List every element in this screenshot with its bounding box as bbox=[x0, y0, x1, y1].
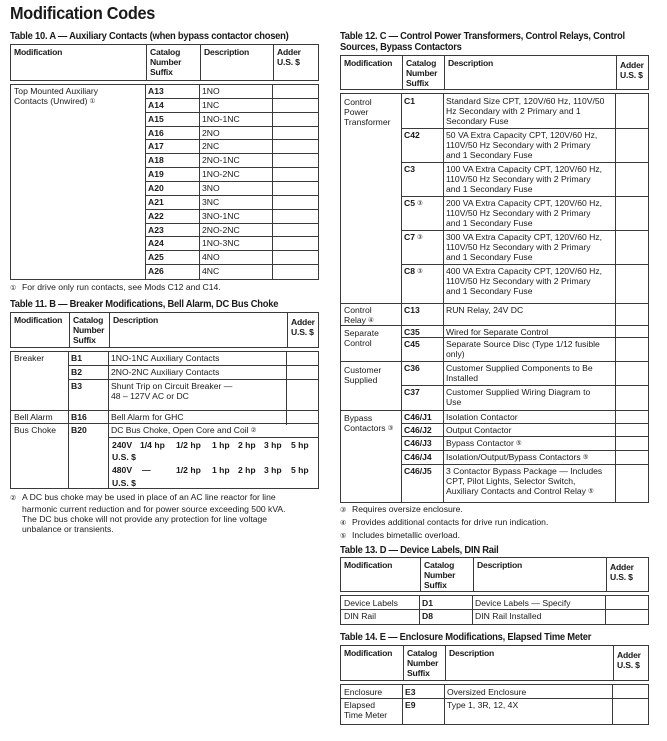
description: 2NC bbox=[202, 141, 220, 151]
description bbox=[443, 437, 615, 450]
desc-line: 100 VA Extra Capacity CPT, 120V/60 Hz, bbox=[446, 164, 603, 174]
header-catalog-line: Number bbox=[424, 570, 456, 580]
code-text: C46/J1 bbox=[404, 412, 432, 422]
desc-line: Bypass Contactor bbox=[446, 438, 514, 448]
code-b3: B3 bbox=[71, 381, 82, 391]
group-separate-control bbox=[341, 327, 401, 349]
catalog-code bbox=[401, 451, 435, 463]
voltage-480: 480V bbox=[112, 465, 133, 475]
voltage-240: 240V bbox=[112, 440, 133, 450]
catalog-code bbox=[401, 465, 435, 477]
table14-body bbox=[340, 684, 649, 725]
hp-row-240v bbox=[112, 440, 317, 450]
description: 3NC bbox=[202, 197, 220, 207]
footnote-text: Provides additional contacts for drive run indication. bbox=[352, 517, 549, 527]
price-label: U.S. $ bbox=[112, 452, 136, 462]
header-adder-line: Adder bbox=[277, 47, 301, 57]
description: 1NO bbox=[202, 86, 220, 96]
mod-elapsed-time-meter bbox=[341, 699, 390, 721]
table12-header bbox=[340, 55, 649, 90]
header-catalog-line: Suffix bbox=[424, 580, 447, 590]
header-description: Description bbox=[109, 313, 287, 347]
desc-b16: Bell Alarm for GHC bbox=[111, 412, 184, 422]
desc-line: Wired for Separate Control bbox=[446, 327, 549, 337]
header-catalog-line: Catalog bbox=[406, 58, 437, 68]
header-description: Description bbox=[445, 646, 613, 680]
caption-line: Table 12. C — Control Power Transformers, Control Relays, Control bbox=[340, 31, 625, 42]
code-text: C37 bbox=[404, 387, 420, 397]
footnote-5-ref: ⑤ bbox=[515, 440, 522, 447]
header-adder bbox=[606, 558, 648, 591]
desc-b3 bbox=[108, 380, 235, 402]
header-modification: Modification bbox=[14, 315, 63, 325]
table10-footnote bbox=[10, 282, 221, 294]
footnote-mark: ⑤ bbox=[340, 533, 347, 540]
desc-line: 3 Contactor Bypass Package — Includes bbox=[446, 466, 603, 476]
description: 1NO-3NC bbox=[202, 238, 240, 248]
desc-text: DC Bus Choke, Open Core and Coil bbox=[111, 425, 249, 435]
code-b16: B16 bbox=[71, 412, 87, 422]
catalog-code bbox=[401, 265, 426, 278]
description: 4NC bbox=[202, 266, 220, 276]
mod-line: Time Meter bbox=[344, 710, 388, 720]
footnote-text: Includes bimetallic overload. bbox=[352, 530, 460, 540]
catalog-code: A20 bbox=[148, 183, 164, 193]
header-modification: Modification bbox=[344, 648, 393, 658]
code-b2: B2 bbox=[71, 367, 82, 377]
description bbox=[443, 197, 615, 229]
table12-caption bbox=[340, 31, 625, 53]
catalog-code bbox=[401, 362, 423, 374]
header-modification: Modification bbox=[344, 560, 393, 570]
catalog-code bbox=[401, 231, 426, 244]
header-adder-line: U.S. $ bbox=[291, 327, 314, 337]
footnote-text: For drive only run contacts, see Mods C12 and C14. bbox=[22, 282, 221, 292]
description bbox=[443, 95, 615, 127]
description: 1NO-1NC bbox=[202, 114, 240, 124]
code-text: C3 bbox=[404, 164, 415, 174]
description: 4NO bbox=[202, 252, 220, 262]
desc-line: 200 VA Extra Capacity CPT, 120V/60 Hz, bbox=[446, 198, 603, 208]
desc-line: 400 VA Extra Capacity CPT, 120V/60 Hz, bbox=[446, 266, 603, 276]
header-description: Description bbox=[200, 45, 273, 80]
description: 1NO-2NC bbox=[202, 169, 240, 179]
row-divider bbox=[145, 250, 319, 251]
group-customer-supplied bbox=[341, 364, 401, 386]
hp-value: 2 hp bbox=[238, 465, 256, 475]
description bbox=[443, 465, 615, 498]
header-catalog-line: Catalog bbox=[424, 560, 455, 570]
hp-value: 3 hp bbox=[264, 465, 282, 475]
code-text: C42 bbox=[404, 130, 420, 140]
catalog-code bbox=[401, 437, 435, 449]
page-title: Modification Codes bbox=[10, 3, 156, 23]
group-breaker: Breaker bbox=[14, 353, 45, 363]
catalog-code: A24 bbox=[148, 238, 164, 248]
code-d8: D8 bbox=[422, 611, 433, 621]
hp-value: 3 hp bbox=[264, 440, 282, 450]
header-adder-line: U.S. $ bbox=[617, 660, 640, 670]
group-line: Relay bbox=[344, 315, 366, 325]
hp-value: — bbox=[142, 465, 151, 475]
group-line: Control bbox=[344, 97, 372, 107]
code-text: C46/J5 bbox=[404, 466, 432, 476]
footnote-1-ref: ① bbox=[89, 98, 96, 105]
header-modification: Modification bbox=[14, 47, 63, 57]
code-text: C35 bbox=[404, 327, 420, 337]
table11-header bbox=[10, 312, 319, 348]
group-line: Customer bbox=[344, 365, 382, 375]
desc-line: 110V/50 Hz Secondary with 2 Primary bbox=[446, 208, 591, 218]
description bbox=[443, 231, 615, 263]
catalog-code: A16 bbox=[148, 128, 164, 138]
footnote-mark: ③ bbox=[340, 507, 347, 514]
desc-line: Shunt Trip on Circuit Breaker — bbox=[111, 381, 233, 391]
header-description: Description bbox=[444, 56, 616, 89]
column-divider bbox=[605, 596, 606, 624]
header-catalog bbox=[420, 558, 473, 591]
group-line: Transformer bbox=[344, 117, 391, 127]
catalog-code: A17 bbox=[148, 141, 164, 151]
desc-line: Isolation/Output/Bypass Contactors bbox=[446, 452, 581, 462]
header-catalog-line: Number bbox=[406, 68, 438, 78]
desc-line: Standard Size CPT, 120V/60 Hz, 110V/50 bbox=[446, 96, 605, 106]
description bbox=[443, 163, 615, 195]
code-text: C8 bbox=[404, 266, 415, 276]
hp-value: 5 hp bbox=[291, 440, 309, 450]
header-catalog-line: Number bbox=[407, 658, 439, 668]
header-adder-line: Adder bbox=[291, 317, 315, 327]
footnote-2-ref: ② bbox=[250, 427, 257, 434]
mod-din-rail: DIN Rail bbox=[344, 611, 376, 621]
header-catalog-line: Catalog bbox=[150, 47, 181, 57]
desc-e9: Type 1, 3R, 12, 4X bbox=[447, 700, 519, 710]
column-divider bbox=[286, 352, 287, 425]
header-catalog bbox=[403, 646, 445, 680]
description bbox=[443, 386, 615, 408]
code-e9: E9 bbox=[405, 700, 416, 710]
description: 3NO bbox=[202, 183, 220, 193]
footnote-5-ref: ⑤ bbox=[582, 454, 589, 461]
catalog-code: A22 bbox=[148, 211, 164, 221]
desc-line: and 1 Secondary Fuse bbox=[446, 184, 533, 194]
code-text: C46/J2 bbox=[404, 425, 432, 435]
table10-body bbox=[10, 84, 319, 280]
catalog-code: A19 bbox=[148, 169, 164, 179]
footnote-mark: ① bbox=[10, 285, 17, 292]
catalog-code: A26 bbox=[148, 266, 164, 276]
desc-line: and 1 Secondary Fuse bbox=[446, 252, 533, 262]
group-control-relay bbox=[341, 304, 401, 327]
desc-line: RUN Relay, 24V DC bbox=[446, 305, 524, 315]
group-line: Separate bbox=[344, 328, 379, 338]
description bbox=[443, 338, 615, 360]
header-catalog bbox=[146, 45, 200, 80]
hp-value: 1/2 hp bbox=[176, 440, 201, 450]
footnote-5-ref: ⑤ bbox=[587, 488, 594, 495]
footnote-text: Requires oversize enclosure. bbox=[352, 504, 463, 514]
code-text: C36 bbox=[404, 363, 420, 373]
footnote-ref: ③ bbox=[417, 234, 423, 241]
column-divider bbox=[612, 685, 613, 724]
table12-body bbox=[340, 93, 649, 503]
desc-line: Auxiliary Contacts and Control Relay bbox=[446, 486, 586, 496]
header-adder-line: Adder bbox=[617, 650, 641, 660]
description bbox=[443, 424, 615, 436]
description bbox=[443, 265, 615, 297]
catalog-code bbox=[401, 95, 418, 107]
group-line: Control bbox=[344, 338, 372, 348]
header-adder bbox=[616, 56, 648, 89]
desc-line: 110V/50 Hz Secondary with 2 Primary bbox=[446, 276, 591, 286]
header-catalog-line: Number bbox=[73, 325, 105, 335]
code-d1: D1 bbox=[422, 598, 433, 608]
desc-line: 110V/50 Hz Secondary with 2 Primary bbox=[446, 140, 591, 150]
table13-header bbox=[340, 557, 649, 592]
header-adder-line: U.S. $ bbox=[610, 572, 633, 582]
header-description: Description bbox=[473, 558, 606, 591]
table10-header bbox=[10, 44, 319, 81]
group-label-line: Contacts (Unwired) bbox=[14, 96, 88, 106]
description bbox=[443, 304, 615, 316]
mod-enclosure: Enclosure bbox=[344, 687, 383, 697]
desc-line: 48 – 127V AC or DC bbox=[111, 391, 189, 401]
desc-d8: DIN Rail Installed bbox=[475, 611, 542, 621]
desc-d1: Device Labels — Specify bbox=[475, 598, 571, 608]
catalog-code bbox=[401, 197, 426, 210]
table11-caption: Table 11. B — Breaker Modifications, Bell Alarm, DC Bus Choke bbox=[10, 299, 279, 310]
desc-line: 300 VA Extra Capacity CPT, 120V/60 Hz, bbox=[446, 232, 603, 242]
description bbox=[443, 411, 615, 423]
table10-caption: Table 10. A — Auxiliary Contacts (when bypass contactor chosen) bbox=[10, 31, 289, 42]
header-adder-line: U.S. $ bbox=[277, 57, 300, 67]
code-b20: B20 bbox=[71, 425, 87, 435]
footnote-text: harmonic current reduction and for power source exceeding 500 kVA. bbox=[22, 504, 286, 514]
code-text: C46/J3 bbox=[404, 438, 432, 448]
header-catalog-line: Catalog bbox=[73, 315, 104, 325]
group-line: Power bbox=[344, 107, 369, 117]
code-text: C46/J4 bbox=[404, 452, 432, 462]
row-divider bbox=[145, 264, 319, 265]
code-text: C7 bbox=[404, 232, 415, 242]
group-bypass-contactors bbox=[341, 412, 401, 435]
catalog-code bbox=[401, 163, 418, 175]
mod-device-labels: Device Labels bbox=[344, 598, 398, 608]
table13-caption: Table 13. D — Device Labels, DIN Rail bbox=[340, 545, 499, 556]
group-bus-choke: Bus Choke bbox=[14, 425, 57, 435]
hp-value: 1 hp bbox=[212, 465, 230, 475]
desc-line: 110V/50 Hz Secondary with 2 Primary bbox=[446, 242, 591, 252]
catalog-code bbox=[401, 304, 423, 316]
description: 2NO-2NC bbox=[202, 225, 240, 235]
desc-b1: 1NO-1NC Auxiliary Contacts bbox=[111, 353, 220, 363]
table14-caption: Table 14. E — Enclosure Modifications, Elapsed Time Meter bbox=[340, 632, 592, 643]
header-adder bbox=[613, 646, 648, 680]
code-text: C1 bbox=[404, 96, 415, 106]
description bbox=[443, 451, 615, 464]
header-catalog bbox=[402, 56, 444, 89]
code-b1: B1 bbox=[71, 353, 82, 363]
footnote-text: A DC bus choke may be used in place of an AC line reactor for line bbox=[22, 492, 276, 502]
group-control-power-transformer bbox=[341, 96, 401, 128]
price-label: U.S. $ bbox=[112, 478, 136, 488]
hp-value: 5 hp bbox=[291, 465, 309, 475]
header-adder-line: Adder bbox=[620, 60, 644, 70]
catalog-code: A13 bbox=[148, 86, 164, 96]
desc-line: and 1 Secondary Fuse bbox=[446, 286, 533, 296]
desc-e3: Oversized Enclosure bbox=[447, 687, 527, 697]
desc-line: and 1 Secondary Fuse bbox=[446, 150, 533, 160]
catalog-code: A15 bbox=[148, 114, 164, 124]
header-catalog-line: Suffix bbox=[406, 78, 429, 88]
catalog-code: A18 bbox=[148, 155, 164, 165]
group-label-top-mounted bbox=[11, 85, 146, 108]
footnote-ref: ③ bbox=[417, 268, 423, 275]
mod-line: Elapsed bbox=[344, 700, 376, 710]
header-catalog-line: Suffix bbox=[407, 668, 430, 678]
catalog-code: A14 bbox=[148, 100, 164, 110]
header-adder bbox=[287, 313, 318, 347]
hp-value: 2 hp bbox=[238, 440, 256, 450]
catalog-code: A21 bbox=[148, 197, 164, 207]
catalog-code bbox=[401, 129, 423, 141]
caption-line: Sources, Bypass Contactors bbox=[340, 42, 462, 53]
desc-b20 bbox=[108, 424, 259, 437]
header-catalog-line: Number bbox=[150, 57, 182, 67]
catalog-code bbox=[401, 338, 423, 350]
row-divider bbox=[145, 181, 319, 182]
group-bell-alarm: Bell Alarm bbox=[14, 412, 53, 422]
hp-value: 1/4 hp bbox=[140, 440, 165, 450]
header-adder-line: Adder bbox=[610, 562, 634, 572]
header-catalog bbox=[69, 313, 109, 347]
description bbox=[443, 362, 615, 384]
code-text: C45 bbox=[404, 339, 420, 349]
header-catalog-line: Catalog bbox=[407, 648, 438, 658]
group-line: Supplied bbox=[344, 375, 378, 385]
desc-line: Separate Source Disc (Type 1/12 fusible bbox=[446, 339, 600, 349]
footnote-text: unbalance or transients. bbox=[22, 524, 114, 534]
description bbox=[443, 129, 615, 161]
desc-line: 110V/50 Hz Secondary with 2 Primary bbox=[446, 174, 591, 184]
footnote-mark: ② bbox=[10, 495, 17, 502]
row-divider bbox=[145, 195, 319, 196]
catalog-code bbox=[401, 386, 423, 398]
table13-body bbox=[340, 595, 649, 625]
desc-line: 50 VA Extra Capacity CPT, 120V/60 Hz, bbox=[446, 130, 598, 140]
group-label-line: Top Mounted Auxiliary bbox=[14, 86, 99, 96]
desc-line: Secondary Fuse bbox=[446, 116, 509, 126]
header-catalog-line: Suffix bbox=[73, 335, 96, 345]
catalog-code bbox=[401, 424, 435, 436]
group-line: Bypass bbox=[344, 413, 373, 423]
header-catalog-line: Suffix bbox=[150, 67, 173, 77]
group-line: Contactors bbox=[344, 423, 386, 433]
table12-footnotes bbox=[340, 504, 548, 542]
desc-line: Output Contactor bbox=[446, 425, 512, 435]
group-line: Control bbox=[344, 305, 372, 315]
footnote-4-ref: ④ bbox=[367, 317, 374, 324]
header-adder-line: U.S. $ bbox=[620, 70, 643, 80]
description: 1NC bbox=[202, 100, 220, 110]
row-divider bbox=[145, 126, 319, 127]
code-text: C5 bbox=[404, 198, 415, 208]
footnote-3-ref: ③ bbox=[387, 425, 394, 432]
desc-line: Installed bbox=[446, 373, 479, 383]
hp-value: 1 hp bbox=[212, 440, 230, 450]
hp-row-480v bbox=[112, 465, 317, 475]
footnote-mark: ④ bbox=[340, 520, 347, 527]
column-divider bbox=[615, 94, 616, 502]
desc-line: Use bbox=[446, 397, 462, 407]
desc-line: Hz Secondary with 2 Primary and 1 bbox=[446, 106, 581, 116]
table11-body bbox=[10, 351, 319, 489]
desc-line: Customer Supplied Components to Be bbox=[446, 363, 593, 373]
desc-line: CPT, Pilot Lights, Selector Switch, bbox=[446, 476, 576, 486]
description: 2NO bbox=[202, 128, 220, 138]
description: 2NO-1NC bbox=[202, 155, 240, 165]
desc-line: Isolation Contactor bbox=[446, 412, 518, 422]
row-divider bbox=[108, 437, 319, 438]
desc-line: only) bbox=[446, 349, 465, 359]
desc-line: Customer Supplied Wiring Diagram to bbox=[446, 387, 591, 397]
footnote-ref: ③ bbox=[417, 200, 423, 207]
header-adder bbox=[273, 45, 318, 80]
desc-b2: 2NO-2NC Auxiliary Contacts bbox=[111, 367, 220, 377]
catalog-code: A25 bbox=[148, 252, 164, 262]
header-modification: Modification bbox=[344, 58, 393, 68]
row-divider bbox=[145, 139, 319, 140]
footnote-text: The DC bus choke will not provide any protection for line voltage bbox=[22, 514, 268, 524]
hp-value: 1/2 hp bbox=[176, 465, 201, 475]
code-text: C13 bbox=[404, 305, 420, 315]
description: 3NO-1NC bbox=[202, 211, 240, 221]
catalog-code: A23 bbox=[148, 225, 164, 235]
code-e3: E3 bbox=[405, 687, 416, 697]
desc-line: and 1 Secondary Fuse bbox=[446, 218, 533, 228]
table14-header bbox=[340, 645, 649, 681]
row-divider bbox=[145, 98, 319, 99]
catalog-code bbox=[401, 411, 435, 423]
table11-footnote bbox=[10, 492, 330, 534]
